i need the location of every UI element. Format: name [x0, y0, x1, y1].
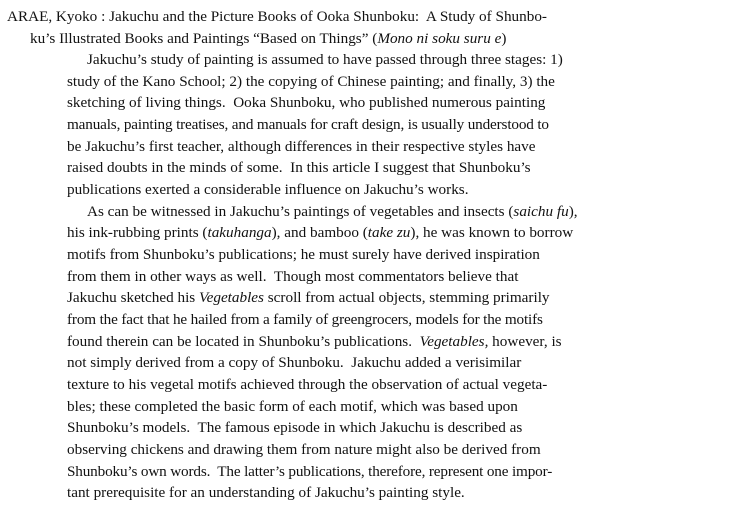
paragraph-1-line-7: publications exerted a considerable influence on Jakuchu’s works. [67, 181, 469, 198]
paragraph-1-line-6: raised doubts in the minds of some. In this article I suggest that Shunboku’s [67, 159, 531, 176]
paragraph-2-line-2 [67, 222, 573, 244]
paragraph-2-line-11: Shunboku’s models. The famous episode in which Jakuchu is described as [67, 419, 523, 436]
paragraph-1-line-4: manuals, painting treatises, and manuals for craft design, is usually understood to [67, 116, 549, 133]
paragraph-2-line-6: from the fact that he hailed from a family of greengrocers, models for the motifs [67, 311, 543, 328]
paragraph-2-line-3: motifs from Shunboku’s publications; he must surely have derived inspiration [67, 246, 540, 263]
paragraph-2-line-5 [67, 287, 550, 309]
italic-term: takuhanga [207, 224, 272, 241]
text-run: ), and bamboo ( [271, 224, 368, 241]
title-italic-term: Mono ni soku suru e [377, 30, 502, 47]
text-run: ), he was known to borrow [410, 224, 574, 241]
paragraph-1-line-1: Jakuchu’s study of painting is assumed to have passed through three stages: 1) [87, 51, 563, 68]
text-run: scroll from actual objects, stemming primarily [263, 289, 550, 306]
paragraph-2-line-8: not simply derived from a copy of Shunboku. Jakuchu added a verisimilar [67, 354, 522, 371]
paragraph-2-line-13: Shunboku’s own words. The latter’s publications, therefore, represent one impor- [67, 463, 553, 480]
italic-term: take zu [367, 224, 411, 241]
italic-term: saichu fu [513, 203, 569, 220]
italic-term: Vegetables, [419, 333, 489, 350]
abstract-title-line-1: ARAE, Kyoko : Jakuchu and the Picture Books of Ooka Shunboku: A Study of Shunbo- [7, 8, 547, 25]
text-run: found therein can be located in Shunboku’s publications. [67, 333, 420, 350]
paragraph-2-line-7 [67, 331, 562, 353]
paragraph-2-line-14: tant prerequisite for an understanding of Jakuchu’s painting style. [67, 484, 465, 501]
paragraph-2-line-12: observing chickens and drawing them from nature might also be derived from [67, 441, 541, 458]
italic-term: Vegetables [199, 289, 264, 306]
paragraph-1-line-3: sketching of living things. Ooka Shunboku, who published numerous painting [67, 94, 546, 111]
paragraph-1-line-5: be Jakuchu’s first teacher, although differences in their respective styles have [67, 138, 536, 155]
text-run: As can be witnessed in Jakuchu’s paintings of vegetables and insects ( [87, 203, 514, 220]
paragraph-2-line-9: texture to his vegetal motifs achieved through the observation of actual vegeta- [67, 376, 548, 393]
text-run: however, is [488, 333, 562, 350]
paragraph-2-line-10: bles; these completed the basic form of each motif, which was based upon [67, 398, 518, 415]
paragraph-2-line-4: from them in other ways as well. Though most commentators believe that [67, 268, 519, 285]
paragraph-2-line-1 [87, 201, 578, 223]
text-run: ), [568, 203, 578, 220]
title-text: ku’s Illustrated Books and Paintings “Based on Things” ( [30, 30, 378, 47]
text-run: Jakuchu sketched his [67, 289, 200, 306]
title-text-close: ) [501, 30, 507, 47]
text-run: his ink-rubbing prints ( [67, 224, 208, 241]
abstract-title-line-2 [30, 28, 506, 50]
paragraph-1-line-2: study of the Kano School; 2) the copying of Chinese painting; and finally, 3) the [67, 73, 555, 90]
